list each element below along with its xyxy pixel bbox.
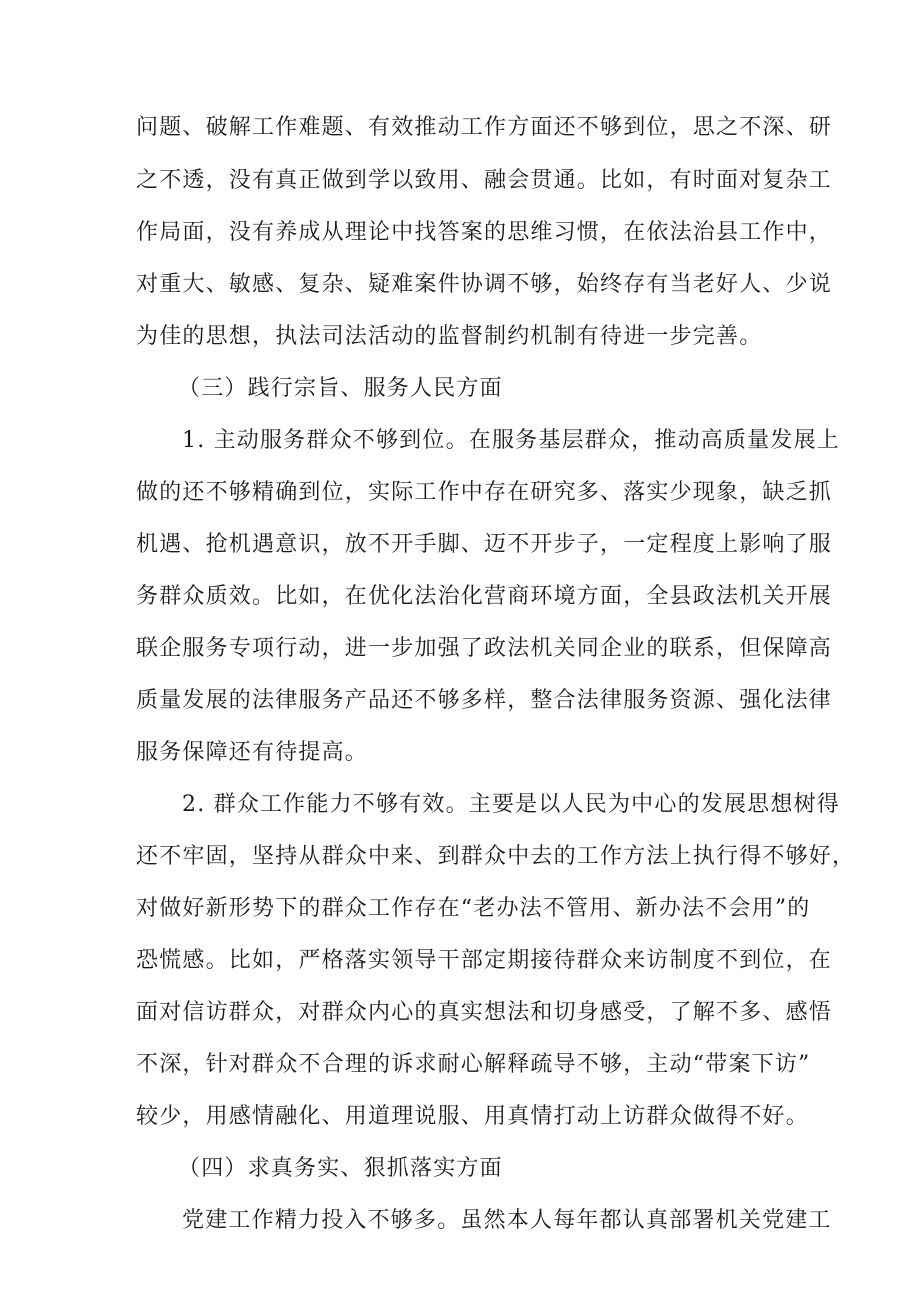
section-heading: （三）践行宗旨、服务人民方面	[178, 376, 503, 401]
text-line: 机遇、抢机遇意识，放不开手脚、迈不开步子，一定程度上影响了服	[136, 532, 833, 557]
text-line: 务群众质效。比如，在优化法治化营商环境方面，全县政法机关开展	[136, 584, 833, 609]
text-line: 面对信访群众，对群众内心的真实想法和切身感受，了解不多、感悟	[136, 1000, 833, 1025]
text-line: 对重大、敏感、复杂、疑难案件协调不够，始终存有当老好人、少说	[136, 272, 833, 297]
text-line: 做的还不够精确到位，实际工作中存在研究多、落实少现象，缺乏抓	[136, 480, 833, 505]
text-line: 作局面，没有养成从理论中找答案的思维习惯，在依法治县工作中，	[136, 220, 833, 245]
text-line: 问题、破解工作难题、有效推动工作方面还不够到位，思之不深、研	[136, 115, 833, 140]
text-line: 还不牢固，坚持从群众中来、到群众中去的工作方法上执行得不够好，	[136, 844, 856, 869]
text-line: 较少，用感情融化、用道理说服、用真情打动上访群众做得不好。	[136, 1104, 809, 1129]
text-line: 联企服务专项行动，进一步加强了政法机关同企业的联系，但保障高	[136, 636, 833, 661]
text-line: 对做好新形势下的群众工作存在“老办法不管用、新办法不会用”的	[136, 896, 811, 921]
paragraph-first-line: 党建工作精力投入不够多。虽然本人每年都认真部署机关党建工	[182, 1208, 832, 1233]
paragraph-first-line: 2. 群众工作能力不够有效。主要是以人民为中心的发展思想树得	[182, 792, 840, 817]
section-heading: （四）求真务实、狠抓落实方面	[178, 1156, 503, 1181]
text-line: 为佳的思想，执法司法活动的监督制约机制有待进一步完善。	[136, 324, 763, 349]
text-line: 不深，针对群众不合理的诉求耐心解释疏导不够，主动“带案下访”	[136, 1052, 811, 1077]
text-line: 服务保障还有待提高。	[136, 740, 369, 765]
paragraph-first-line: 1. 主动服务群众不够到位。在服务基层群众，推动高质量发展上	[182, 428, 840, 453]
text-line: 质量发展的法律服务产品还不够多样，整合法律服务资源、强化法律	[136, 688, 833, 713]
text-line: 之不透，没有真正做到学以致用、融会贯通。比如，有时面对复杂工	[136, 168, 833, 193]
text-line: 恐慌感。比如，严格落实领导干部定期接待群众来访制度不到位，在	[136, 948, 833, 973]
